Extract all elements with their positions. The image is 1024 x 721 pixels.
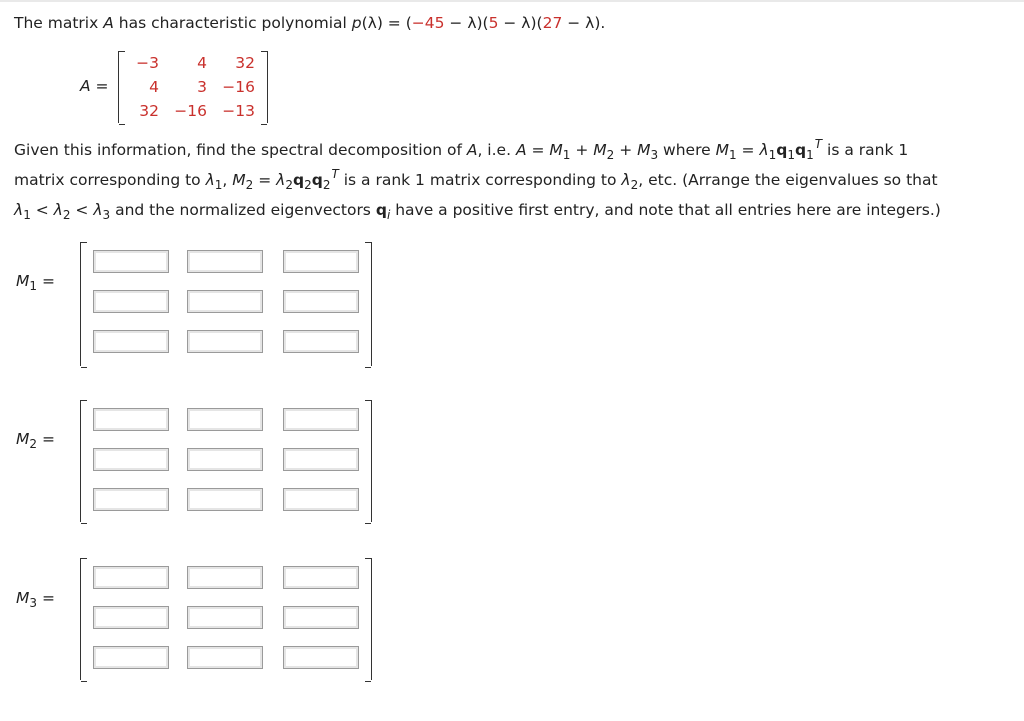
- m3-cell-3-1[interactable]: [93, 646, 169, 669]
- root-3: 27: [542, 14, 563, 32]
- m1-cell-1-3-input[interactable]: [284, 251, 358, 272]
- matrix-a-label: A =: [80, 77, 109, 95]
- matrix-a: [118, 51, 268, 123]
- m1-cell-3-3[interactable]: [283, 330, 359, 353]
- m3-matrix: [80, 558, 372, 680]
- m3-cell-3-2[interactable]: [187, 646, 263, 669]
- m2-cell-1-2[interactable]: [187, 408, 263, 431]
- m2-cell-3-3[interactable]: [283, 488, 359, 511]
- matrix-a-cell: −3: [136, 54, 159, 72]
- m1-cell-1-3[interactable]: [283, 250, 359, 273]
- matrix-a-cell: 32: [235, 54, 255, 72]
- m1-cell-2-2[interactable]: [187, 290, 263, 313]
- matrix-a-cell: 3: [197, 78, 207, 96]
- top-divider: [0, 0, 1024, 2]
- problem-line-1: Given this information, find the spectral decomposition of A, i.e. $A = M_1 + M_2 + M_3$ where $M_1 = \lambda_1q_1q_1^T$ is a rank 1: [14, 137, 909, 162]
- m2-cell-3-1-input[interactable]: [94, 489, 168, 510]
- m1-cell-3-1[interactable]: [93, 330, 169, 353]
- m2-cell-3-1[interactable]: [93, 488, 169, 511]
- m1-cell-1-2-input[interactable]: [188, 251, 262, 272]
- m2-cell-3-3-input[interactable]: [284, 489, 358, 510]
- m1-cell-2-1-input[interactable]: [94, 291, 168, 312]
- matrix-a-cell: 32: [139, 102, 159, 120]
- m1-cell-2-2-input[interactable]: [188, 291, 262, 312]
- m1-label: $M_1$ =: [16, 272, 55, 293]
- m3-cell-3-3[interactable]: [283, 646, 359, 669]
- m2-cell-2-2-input[interactable]: [188, 449, 262, 470]
- m2-label: $M_2$ =: [16, 430, 55, 451]
- m1-cell-3-2-input[interactable]: [188, 331, 262, 352]
- m3-cell-2-2-input[interactable]: [188, 607, 262, 628]
- m3-cell-1-2-input[interactable]: [188, 567, 262, 588]
- m3-cell-3-2-input[interactable]: [188, 647, 262, 668]
- m1-cell-1-1[interactable]: [93, 250, 169, 273]
- problem-line-2: matrix corresponding to $\lambda_1$, $M_2 = \lambda_2q_2q_2^T$ is a rank 1 matrix corresponding to $\lambda_2$, etc. (Arrange the eigenvalues so that: [14, 167, 938, 192]
- m2-cell-1-3[interactable]: [283, 408, 359, 431]
- m3-cell-1-3[interactable]: [283, 566, 359, 589]
- m1-cell-3-2[interactable]: [187, 330, 263, 353]
- m1-cell-2-3[interactable]: [283, 290, 359, 313]
- m3-cell-2-1[interactable]: [93, 606, 169, 629]
- m3-cell-2-3-input[interactable]: [284, 607, 358, 628]
- m2-cell-3-2-input[interactable]: [188, 489, 262, 510]
- m2-cell-2-3[interactable]: [283, 448, 359, 471]
- m2-cell-2-3-input[interactable]: [284, 449, 358, 470]
- m1-cell-1-2[interactable]: [187, 250, 263, 273]
- m1-cell-1-1-input[interactable]: [94, 251, 168, 272]
- m2-cell-2-1[interactable]: [93, 448, 169, 471]
- matrix-a-cell: 4: [149, 78, 159, 96]
- m3-cell-1-3-input[interactable]: [284, 567, 358, 588]
- m1-cell-2-1[interactable]: [93, 290, 169, 313]
- matrix-a-cell: 4: [197, 54, 207, 72]
- m1-cell-3-3-input[interactable]: [284, 331, 358, 352]
- root-1: −45: [411, 14, 445, 32]
- m2-cell-2-1-input[interactable]: [94, 449, 168, 470]
- m3-cell-1-1[interactable]: [93, 566, 169, 589]
- m1-cell-3-1-input[interactable]: [94, 331, 168, 352]
- m1-cell-2-3-input[interactable]: [284, 291, 358, 312]
- intro-text: The matrix A has characteristic polynomial p(λ) = (−45 − λ)(5 − λ)(27 − λ).: [14, 14, 606, 32]
- m3-cell-1-2[interactable]: [187, 566, 263, 589]
- m3-cell-2-3[interactable]: [283, 606, 359, 629]
- m2-cell-1-2-input[interactable]: [188, 409, 262, 430]
- matrix-a-cell: −16: [222, 78, 255, 96]
- m3-label: $M_3$ =: [16, 589, 55, 610]
- m2-cell-1-1-input[interactable]: [94, 409, 168, 430]
- m2-cell-1-3-input[interactable]: [284, 409, 358, 430]
- m1-matrix: [80, 242, 372, 366]
- problem-line-3: $\lambda_1 < \lambda_2 < \lambda_3$ and the normalized eigenvectors $q_i$ have a positive first entry, and note that all entries here are integers.): [14, 201, 941, 222]
- m2-cell-3-2[interactable]: [187, 488, 263, 511]
- root-2: 5: [488, 14, 499, 32]
- matrix-a-cell: −16: [174, 102, 207, 120]
- m2-cell-1-1[interactable]: [93, 408, 169, 431]
- m3-cell-2-2[interactable]: [187, 606, 263, 629]
- m3-cell-3-1-input[interactable]: [94, 647, 168, 668]
- m2-cell-2-2[interactable]: [187, 448, 263, 471]
- matrix-a-cell: −13: [222, 102, 255, 120]
- m3-cell-3-3-input[interactable]: [284, 647, 358, 668]
- m2-matrix: [80, 400, 372, 522]
- m3-cell-1-1-input[interactable]: [94, 567, 168, 588]
- m3-cell-2-1-input[interactable]: [94, 607, 168, 628]
